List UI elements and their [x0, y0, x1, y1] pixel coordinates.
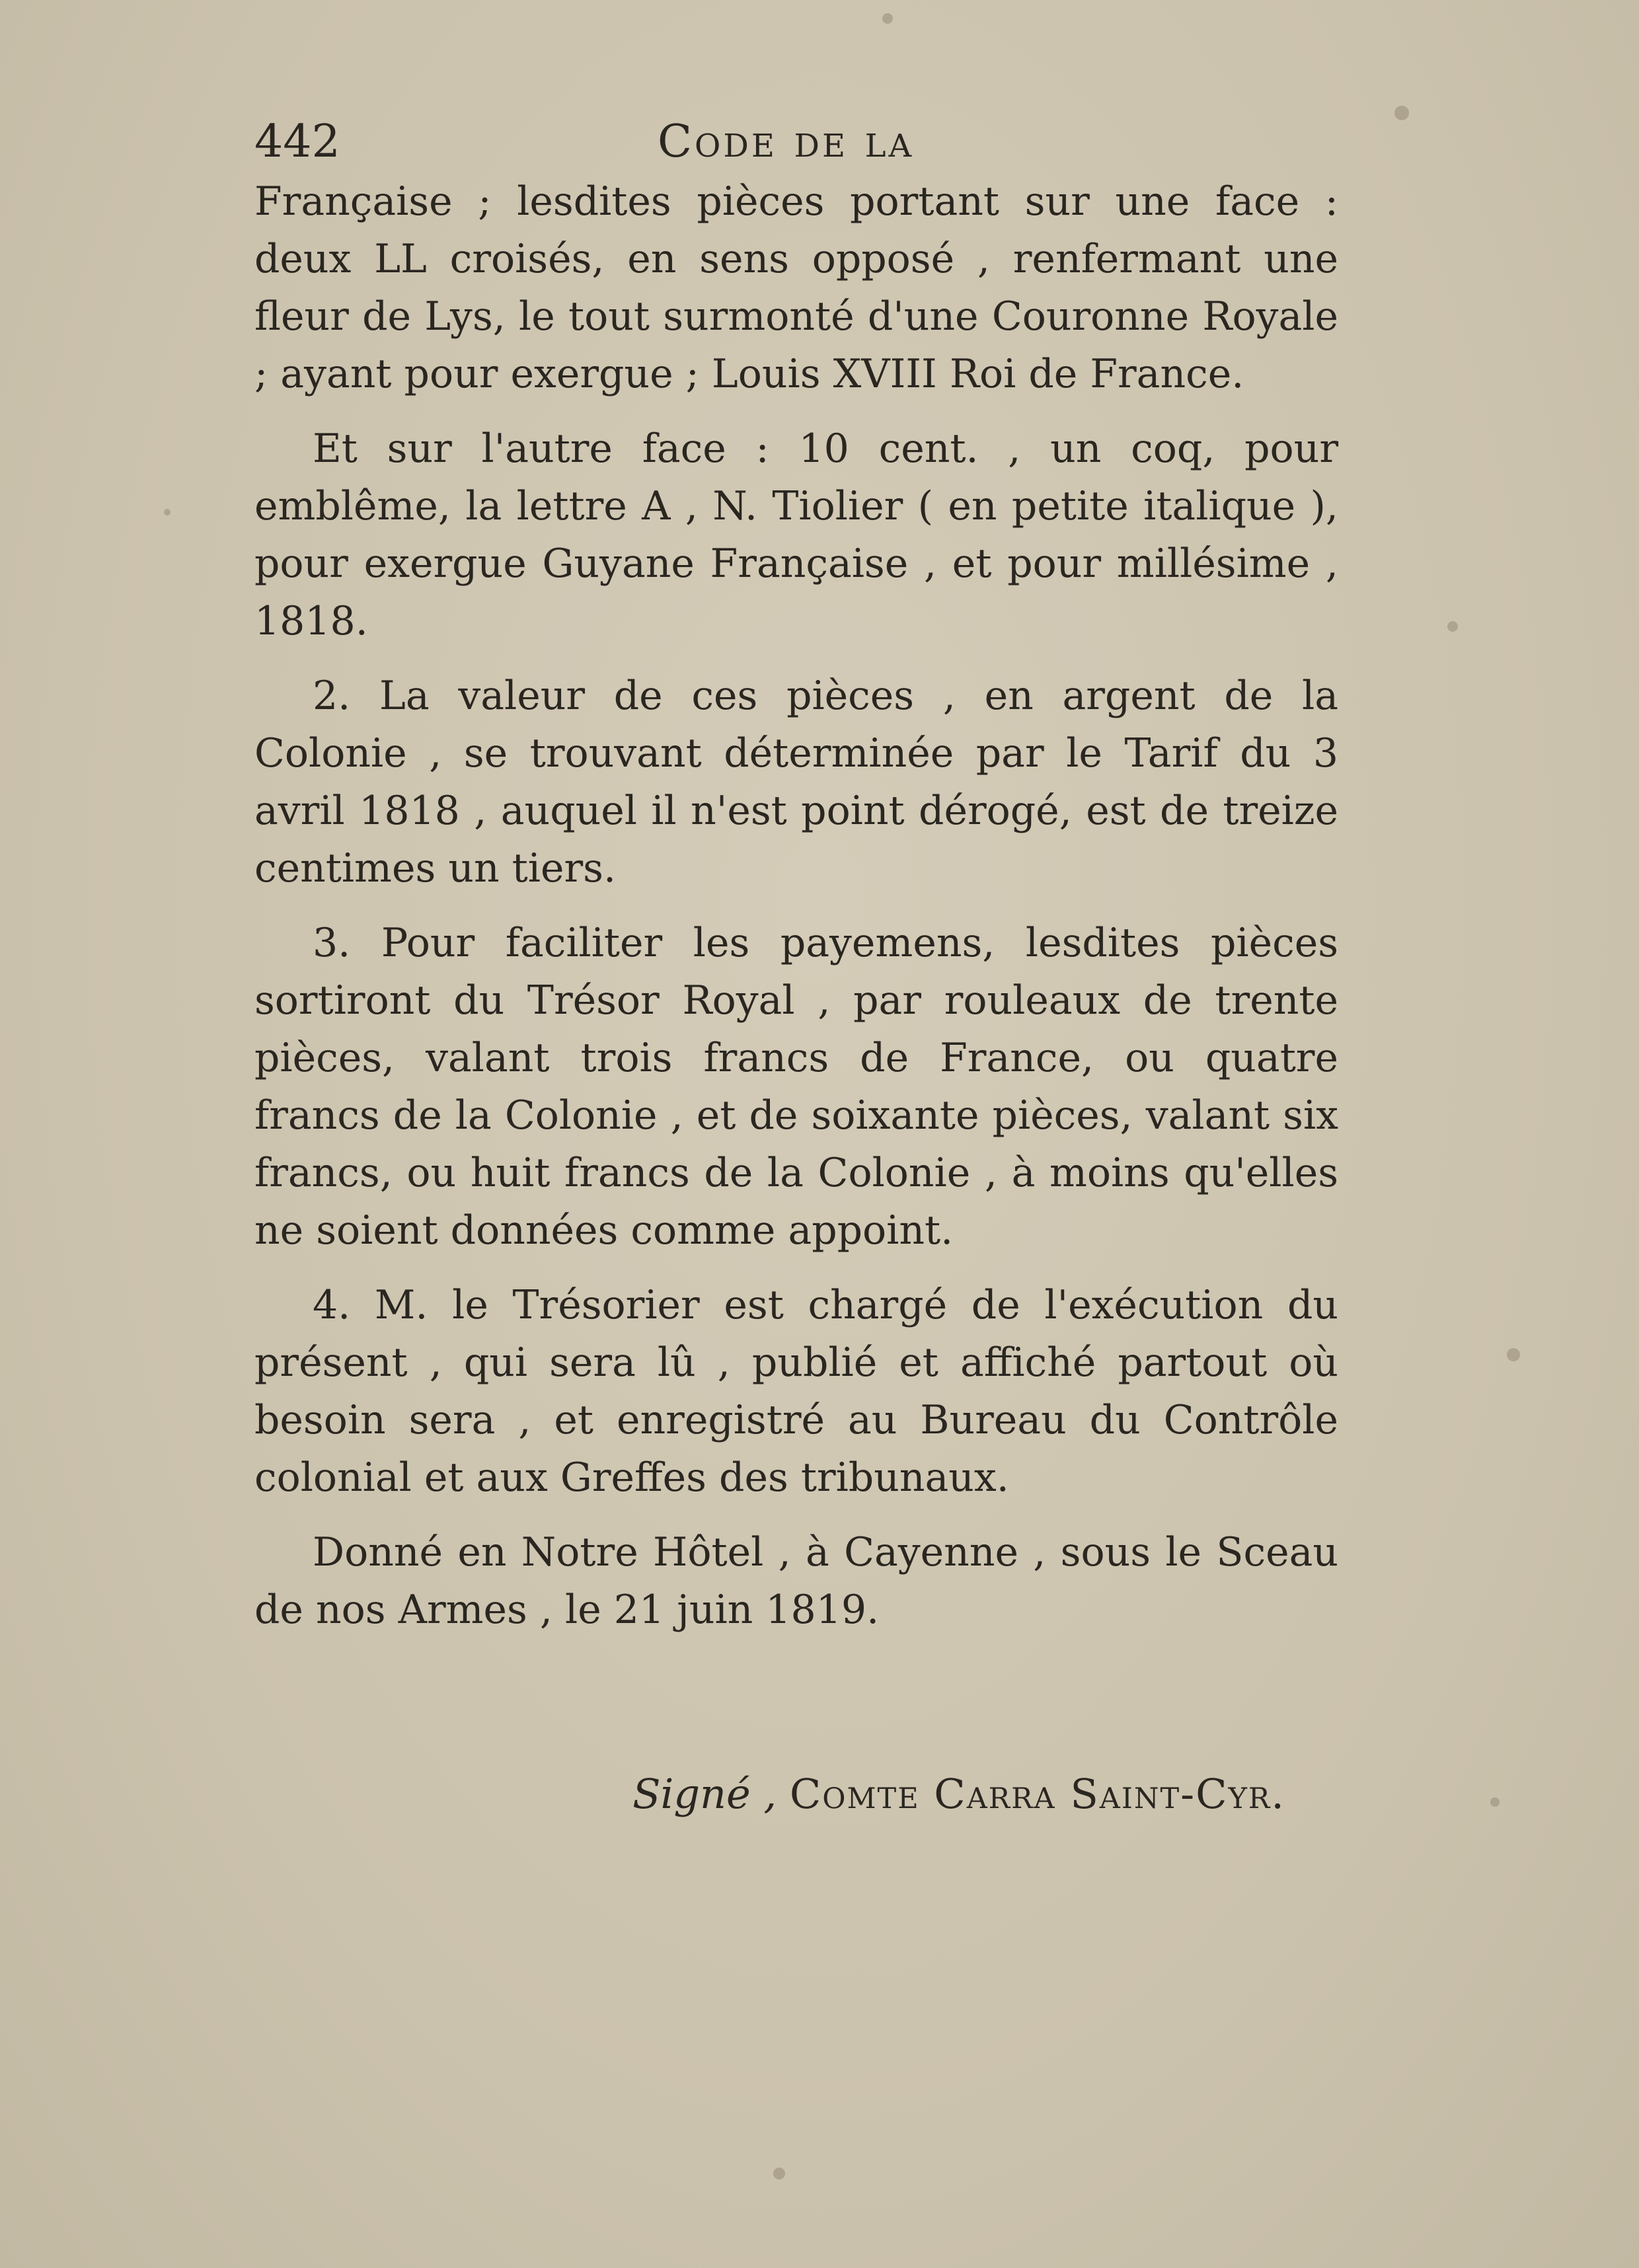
- paper-speck: [1490, 1797, 1500, 1807]
- signature-line: [254, 1764, 1338, 1824]
- paper-speck: [773, 2168, 785, 2179]
- signature-name: Comte Carra Saint-Cyr.: [789, 1770, 1285, 1818]
- paper-speck: [1447, 621, 1458, 632]
- paper-speck: [1507, 1348, 1520, 1361]
- paragraph-reverse-face: Et sur l'autre face : 10 cent. , un coq, pour emblême, la lettre A , N. Tiolier ( en petite italique ), pour exergue Guyane Française , et pour millésime , 1818.: [254, 426, 1338, 644]
- paragraph-article-2: 2. La valeur de ces pièces , en argent de la Colonie , se trouvant déterminée par le Tarif du 3 avril 1818 , auquel il n'est point dérogé, est de treize centimes un tiers.: [254, 673, 1338, 891]
- body-text: [254, 173, 1338, 1656]
- page-number: 442: [254, 116, 340, 168]
- running-title: Code de la: [658, 116, 915, 168]
- paper-speck: [164, 509, 171, 515]
- paragraph-continuation: Française ; lesdites pièces portant sur une face : deux LL croisés, en sens opposé , renfermant une fleur de Lys, le tout surmonté d'une Couronne Royale ; ayant pour exergue ; Louis XVIII Roi de France.: [254, 178, 1338, 397]
- paper-speck: [1394, 106, 1409, 120]
- signature-label: Signé ,: [632, 1770, 777, 1818]
- paper-speck: [882, 13, 893, 24]
- page-header: [254, 112, 1338, 172]
- paragraph-given-at: Donné en Notre Hôtel , à Cayenne , sous le Sceau de nos Armes , le 21 juin 1819.: [254, 1529, 1338, 1633]
- paragraph-article-3: 3. Pour faciliter les payemens, lesdites pièces sortiront du Trésor Royal , par rouleaux de trente pièces, valant trois francs de France, ou quatre francs de la Colonie , et de soixante pièces, valant six francs, ou huit francs de la Colonie , à moins qu'elles ne soient données comme appoint.: [254, 920, 1338, 1254]
- paragraph-article-4: 4. M. le Trésorier est chargé de l'exécution du présent , qui sera lû , publié et affiché partout où besoin sera , et enregistré au Bureau du Contrôle colonial et aux Greffes des tribunaux.: [254, 1282, 1338, 1501]
